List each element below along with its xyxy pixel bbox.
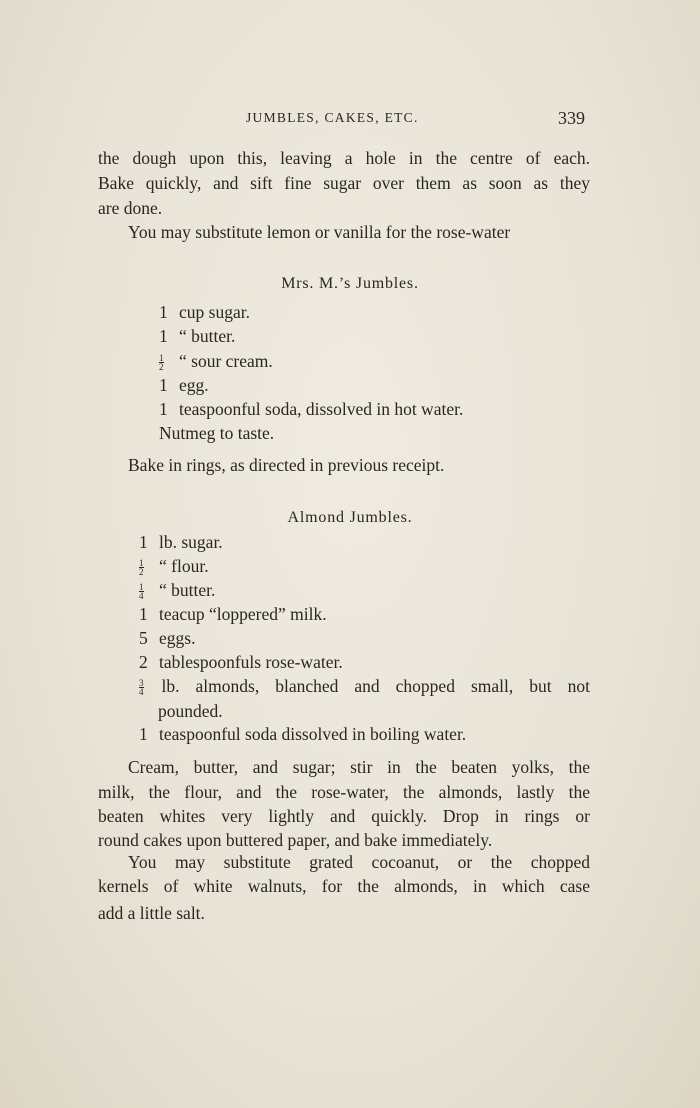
ingredient-qty: 2	[139, 652, 148, 672]
body-line: You may substitute grated cocoanut, or the chopped	[128, 852, 590, 872]
ingredient-line	[159, 349, 559, 373]
ingredient-line	[139, 554, 590, 578]
fraction	[139, 559, 144, 576]
ingredient-text: “ butter.	[179, 326, 236, 346]
fraction-denominator: 2	[139, 567, 144, 578]
ingredient-continuation: pounded.	[158, 701, 223, 721]
ingredient-line	[139, 602, 590, 626]
recipe-direction: Bake in rings, as directed in previous receipt.	[128, 455, 445, 475]
ingredient-text: teacup “loppered” milk.	[159, 604, 327, 624]
fraction	[139, 679, 144, 696]
fraction-denominator: 4	[139, 591, 144, 602]
ingredient-line	[139, 530, 590, 554]
ingredient-text: teaspoonful soda dissolved in boiling water.	[159, 724, 467, 744]
ingredient-line	[139, 626, 590, 650]
running-head: JUMBLES, CAKES, ETC.	[246, 110, 419, 125]
fraction-numerator: 1	[139, 582, 144, 593]
page-header	[0, 108, 700, 132]
fraction-numerator: 3	[139, 678, 144, 689]
ingredient-qty: 1	[139, 724, 148, 744]
ingredient-qty	[139, 554, 159, 578]
ingredient-qty: 5	[139, 628, 148, 648]
ingredient-text: lb. sugar.	[159, 532, 223, 552]
ingredient-line	[139, 722, 590, 746]
body-line: round cakes upon buttered paper, and bake immediately.	[98, 830, 493, 850]
fraction	[159, 354, 164, 371]
body-line: are done.	[98, 198, 163, 218]
ingredient-line	[159, 421, 559, 445]
ingredient-text: lb. almonds, blanched and chopped small, but not	[161, 676, 590, 696]
fraction-denominator: 2	[159, 362, 164, 373]
ingredient-qty: 1	[159, 399, 168, 419]
ingredient-qty: 1	[159, 302, 168, 322]
ingredient-qty	[159, 349, 179, 373]
ingredient-text: cup sugar.	[179, 302, 250, 322]
ingredient-line	[139, 578, 590, 602]
recipe-heading-mrs-m-jumbles: Mrs. M.’s Jumbles.	[281, 275, 419, 292]
ingredient-text: eggs.	[159, 628, 196, 648]
body-line: beaten whites very lightly and quickly. Drop in rings or	[98, 806, 590, 826]
fraction-numerator: 1	[159, 353, 164, 364]
body-line: milk, the flour, and the rose-water, the almonds, lastly the	[98, 782, 590, 802]
ingredient-qty: 1	[159, 375, 168, 395]
ingredient-qty: 1	[139, 604, 148, 624]
page-number: 339	[558, 108, 585, 128]
body-line: kernels of white walnuts, for the almonds, in which case	[98, 876, 590, 896]
body-line: the dough upon this, leaving a hole in the centre of each.	[98, 148, 590, 168]
body-line: add a little salt.	[98, 903, 205, 923]
body-line: Bake quickly, and sift fine sugar over them as soon as they	[98, 173, 590, 193]
ingredient-line	[139, 650, 590, 674]
body-line: You may substitute lemon or vanilla for the rose-water	[128, 222, 511, 242]
ingredient-text: “ sour cream.	[179, 351, 273, 371]
body-line: Cream, butter, and sugar; stir in the beaten yolks, the	[128, 757, 590, 777]
ingredient-text: egg.	[179, 375, 209, 395]
ingredient-line	[159, 300, 559, 324]
ingredient-text: Nutmeg to taste.	[159, 423, 275, 443]
recipe-heading-almond-jumbles: Almond Jumbles.	[287, 509, 413, 526]
ingredient-qty: 1	[139, 532, 148, 552]
ingredient-line	[139, 674, 590, 698]
ingredient-line	[159, 397, 559, 421]
ingredient-qty	[139, 578, 159, 602]
ingredient-text: “ butter.	[159, 580, 216, 600]
fraction-denominator: 4	[139, 687, 144, 698]
ingredient-text: teaspoonful soda, dissolved in hot water.	[179, 399, 464, 419]
ingredient-line	[159, 373, 559, 397]
ingredient-line	[159, 324, 559, 348]
fraction	[139, 583, 144, 600]
ingredient-text: “ flour.	[159, 556, 209, 576]
fraction-numerator: 1	[139, 558, 144, 569]
ingredient-qty: 1	[159, 326, 168, 346]
ingredient-text: tablespoonfuls rose-water.	[159, 652, 343, 672]
